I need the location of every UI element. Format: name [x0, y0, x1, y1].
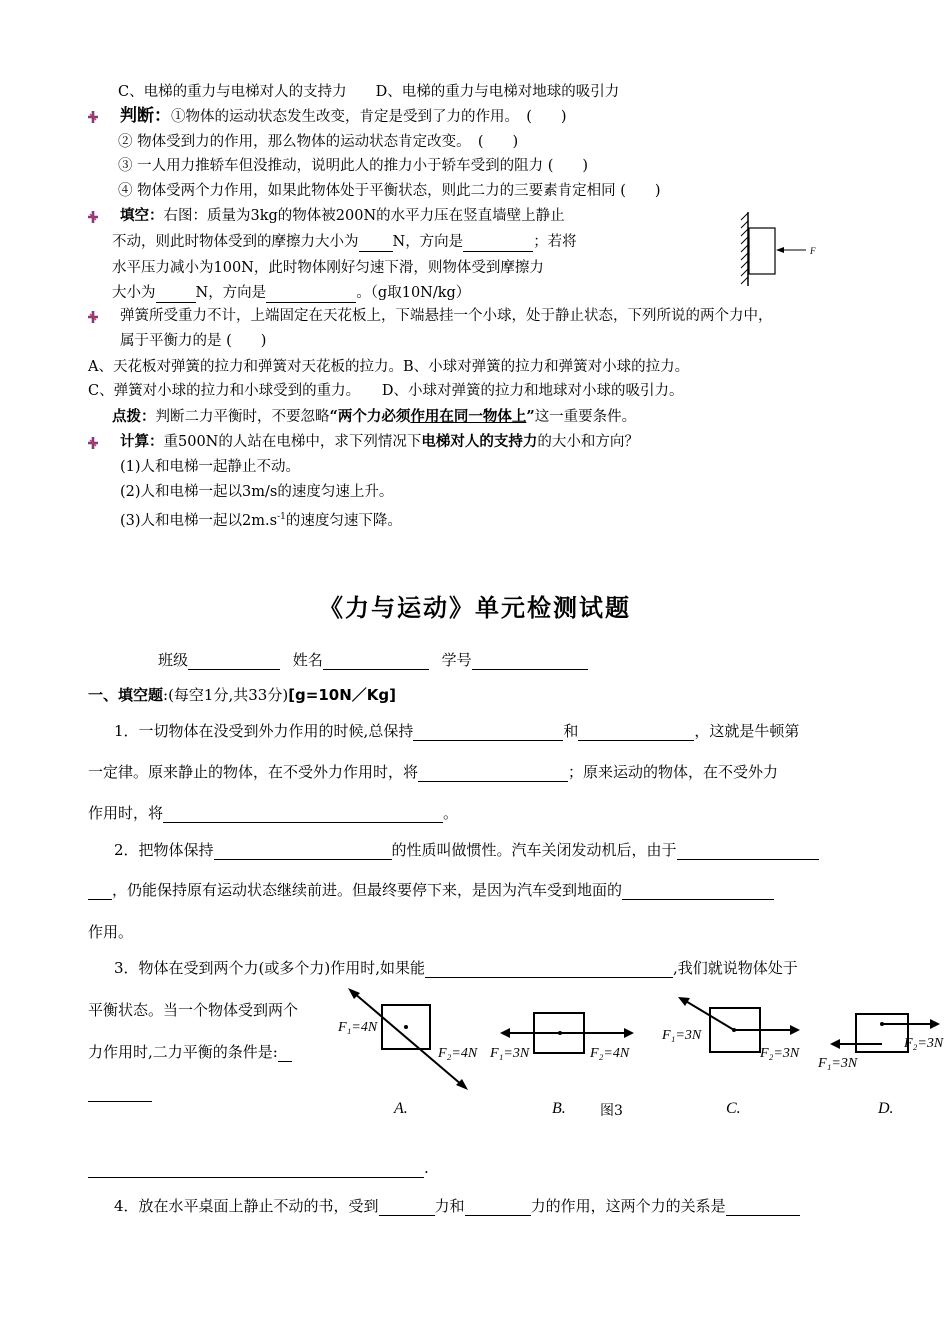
figure-3-caption: 图3 [600, 1103, 623, 1119]
fill-line-4: 大小为 N，方向是 。（g取10N/kg） [112, 285, 471, 301]
option-cd2-line: C、弹簧对小球的拉力和小球受到的重力。 D、小球对弹簧的拉力和地球对小球的吸引力。 [88, 383, 684, 399]
section-1-heading: 一、填空题:(每空1分,共33分)[g=10N／Kg] [88, 686, 396, 704]
question-1-line-3: 作用时，将 。 [88, 804, 459, 822]
fill-line-1: 填空：右图：质量为3kg的物体被200N的水平力压在竖直墙壁上静止 [120, 208, 565, 224]
question-3-blank-2: . [88, 1158, 429, 1178]
spring-line-2: 属于平衡力的是 ( ) [120, 333, 267, 349]
figure-3-c-label: C. [726, 1100, 741, 1117]
figure-3-c-f2-label: F₂=3N [760, 1046, 800, 1061]
question-1-line-2: 一定律。原来静止的物体，在不受外力作用时，将 ；原来运动的物体，在不受外力 [88, 763, 779, 781]
bullet-icon [86, 310, 100, 324]
fill-line-3: 水平压力减小为100N，此时物体刚好匀速下滑，则物体受到摩擦力 [112, 260, 544, 276]
option-cd-line: C、电梯的重力与电梯对人的支持力 D、电梯的重力与电梯对地球的吸引力 [118, 84, 620, 100]
bullet-icon [86, 210, 100, 224]
figure-3-c-f1-label: F₁=3N [662, 1028, 702, 1043]
tip-line: 点拨：判断二力平衡时，不要忽略“两个力必须作用在同一物体上”这一重要条件。 [112, 408, 637, 425]
test-title: 《力与运动》单元检测试题 [319, 593, 631, 622]
calc-item-3: (3)人和电梯一起以$2m.s^{-1}$的速度匀速下降。 [120, 512, 402, 529]
option-ab-line: A、天花板对弹簧的拉力和弹簧对天花板的拉力。B、小球对弹簧的拉力和弹簧对小球的拉力。 [88, 359, 690, 375]
question-4-line-1: 4．放在水平桌面上静止不动的书，受到 力和 力的作用，这两个力的关系是 [114, 1196, 800, 1216]
question-3-line-1: 3．物体在受到两个力(或多个力)作用时,如果能 ,我们就说物体处于 [114, 959, 798, 977]
question-3-line-2: 平衡状态。当一个物体受到两个 [88, 1001, 299, 1019]
calc-line: 计算：重500N的人站在电梯中，求下列情况下电梯对人的支持力的大小和方向？ [120, 433, 639, 450]
judge-line-2: ② 物体受到力的作用，那么物体的运动状态肯定改变。 ( ) [118, 134, 519, 150]
judge-line-3: ③ 一人用力推轿车但没推动，说明此人的推力小于轿车受到的阻力 ( ) [118, 158, 589, 174]
figure-3-d-f2-label: F₂=3N [904, 1036, 944, 1051]
question-2-line-2: ，仍能保持原有运动状态继续前进。但最终要停下来，是因为汽车受到地面的 [88, 880, 774, 900]
bullet-icon [86, 436, 100, 450]
question-3-blank-1 [88, 1082, 152, 1102]
figure-3-a-diagram [336, 985, 486, 1095]
figure-3-a-label: A. [394, 1100, 408, 1117]
figure-3-b-label: B. [552, 1100, 566, 1117]
fill-line-2: 不动，则此时物体受到的摩擦力大小为 N，方向是 ；若将 [112, 234, 577, 250]
force-label: F [810, 246, 816, 256]
student-info-line: 班级 姓名 学号 [158, 650, 588, 670]
figure-3-d-label: D. [878, 1100, 894, 1117]
judge-line-1: 判断：①物体的运动状态发生改变，肯定是受到了力的作用。 ( ) [120, 106, 567, 126]
figure-3-d-diagram [826, 1010, 944, 1060]
wall-block-figure [738, 208, 828, 290]
spring-line-1: 弹簧所受重力不计，上端固定在天花板上，下端悬挂一个小球，处于静止状态，下列所说的两个力中， [120, 308, 773, 324]
question-2-line-1: 2．把物体保持 的性质叫做惯性。汽车关闭发动机后，由于 [114, 840, 819, 860]
judge-line-4: ④ 物体受两个力作用，如果此物体处于平衡状态，则此二力的三要素肯定相同 ( ) [118, 183, 661, 199]
bullet-icon [86, 110, 100, 124]
figure-3-d-f1-label: F₁=3N [818, 1056, 858, 1071]
question-3-line-3: 力作用时,二力平衡的条件是: [88, 1042, 292, 1062]
figure-3-b-f1-label: F₁=3N [490, 1046, 530, 1061]
figure-3-a-f1-label: F₁=4N [338, 1020, 378, 1035]
calc-item-2: (2)人和电梯一起以3m/s的速度匀速上升。 [120, 484, 394, 500]
figure-3-b-f2-label: F₂=4N [590, 1046, 630, 1061]
question-2-line-3: 作用。 [88, 923, 134, 941]
figure-3-a-f2-label: F₂=4N [438, 1046, 478, 1061]
calc-item-1: (1)人和电梯一起静止不动。 [120, 459, 301, 475]
question-1-line-1: 1．一切物体在没受到外力作用的时候,总保持 和 ，这就是牛顿第 [114, 722, 800, 740]
